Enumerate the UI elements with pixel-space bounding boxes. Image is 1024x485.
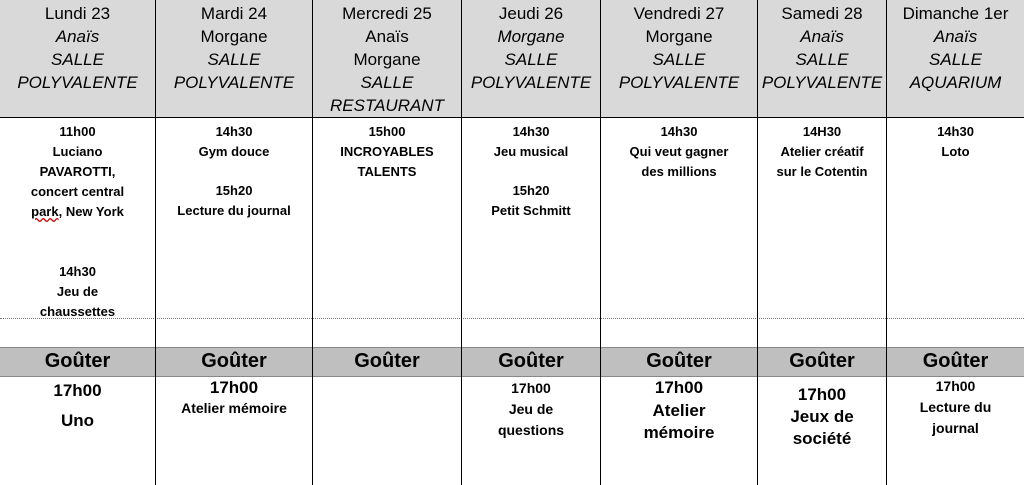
activity-word: , New York — [58, 204, 124, 219]
day-header — [887, 0, 1024, 118]
staff-name: Anaïs — [933, 27, 978, 46]
column-vendredi — [601, 0, 758, 485]
room-label: SALLE — [207, 50, 261, 69]
evening-activity — [758, 384, 886, 450]
activity-time: 11h00 — [59, 124, 96, 139]
evening-activity — [601, 378, 757, 444]
day-title: Vendredi 27 — [633, 4, 725, 23]
evening-activity — [156, 378, 312, 419]
evening-line: Lecture du — [919, 399, 992, 415]
room-name: POLYVALENTE — [761, 73, 883, 92]
day-header — [0, 0, 155, 118]
gouter-label: Goûter — [789, 350, 855, 372]
column-dimanche — [887, 0, 1024, 485]
activity-time: 14h30 — [937, 124, 974, 139]
activity-line: Jeu musical — [493, 144, 569, 159]
staff-name: Anaïs — [800, 27, 844, 46]
room-label: SALLE — [360, 73, 414, 92]
evening-activity — [887, 376, 1024, 439]
activity-word: park — [31, 204, 59, 219]
activities — [601, 122, 757, 182]
day-header — [313, 0, 461, 118]
activity-line: Petit Schmitt — [491, 203, 571, 218]
activity-line: Jeu de — [56, 284, 99, 299]
activities — [887, 122, 1024, 162]
activity-time: 15h20 — [512, 183, 550, 198]
column-samedi — [758, 0, 887, 485]
activity-line: des millions — [641, 164, 717, 179]
gouter-label: Goûter — [922, 350, 989, 372]
evening-time: 17h00 — [53, 381, 102, 400]
evening-activity — [462, 378, 600, 441]
evening-time: 17h00 — [511, 380, 551, 396]
activity-time: 14h30 — [512, 124, 550, 139]
room-name: AQUARIUM — [909, 73, 1002, 92]
gouter-label: Goûter — [44, 350, 111, 372]
day-title: Mardi 24 — [200, 4, 268, 23]
room-name: RESTAURANT — [330, 96, 444, 115]
evening-line: Atelier mémoire — [181, 400, 287, 416]
activity-line: Luciano — [52, 144, 103, 159]
room-label: SALLE — [795, 50, 849, 69]
staff-name: Morgane — [497, 27, 565, 46]
activity-time: 14h30 — [660, 124, 698, 139]
activities — [313, 122, 461, 182]
evening-line: Atelier — [652, 401, 706, 420]
activity-line: chaussettes — [39, 304, 116, 319]
activity-line: concert central — [30, 184, 125, 199]
room-name: POLYVALENTE — [173, 73, 295, 92]
gouter-label: Goûter — [498, 350, 564, 372]
column-mercredi — [313, 0, 462, 485]
evening-line: Jeu de — [508, 401, 554, 417]
evening-time: 17h00 — [209, 378, 259, 397]
evening-line: société — [792, 429, 852, 448]
activities — [0, 122, 155, 322]
evening-line: Uno — [60, 411, 95, 430]
activities — [156, 122, 312, 221]
activity-line: Gym douce — [198, 144, 270, 159]
evening-activity — [0, 378, 155, 434]
staff-name: Morgane — [200, 27, 268, 46]
evening-time: 17h00 — [935, 378, 976, 394]
day-title: Dimanche 1er — [902, 4, 1009, 23]
activity-line: Qui veut gagner — [629, 144, 729, 159]
day-title: Samedi 28 — [781, 4, 863, 23]
activity-line: Loto — [941, 144, 970, 159]
room-label: SALLE — [504, 50, 558, 69]
day-header — [156, 0, 312, 118]
evening-time: 17h00 — [654, 378, 704, 397]
room-name: POLYVALENTE — [17, 73, 138, 92]
activity-line: Lecture du journal — [177, 203, 291, 218]
activities — [758, 122, 886, 182]
activity-time: 14h30 — [215, 124, 253, 139]
activity-line: TALENTS — [357, 164, 417, 179]
activity-time: 14H30 — [802, 124, 842, 139]
evening-line: questions — [497, 422, 565, 438]
activity-line: Atelier créatif — [780, 144, 864, 159]
day-title: Lundi 23 — [44, 4, 111, 23]
staff-name: Anaïs — [365, 27, 409, 46]
activity-line — [0, 202, 155, 222]
activity-line: sur le Cotentin — [776, 164, 868, 179]
day-title: Mercredi 25 — [342, 4, 432, 23]
activity-time: 14h30 — [59, 264, 96, 279]
gouter-label: Goûter — [201, 350, 267, 372]
activities — [462, 122, 600, 221]
staff-name: Anaïs — [55, 27, 100, 46]
room-label: SALLE — [929, 50, 982, 69]
evening-line: mémoire — [643, 423, 715, 442]
day-header — [758, 0, 886, 118]
gouter-label: Goûter — [646, 350, 712, 372]
room-name: POLYVALENTE — [470, 73, 592, 92]
day-header — [462, 0, 600, 118]
staff-name: Morgane — [353, 50, 421, 69]
activity-time: 15h00 — [368, 124, 406, 139]
evening-line: journal — [932, 420, 979, 436]
activity-line: PAVAROTTI, — [39, 164, 116, 179]
room-name: POLYVALENTE — [618, 73, 740, 92]
activity-time: 15h20 — [215, 183, 253, 198]
room-label: SALLE — [652, 50, 706, 69]
day-header — [601, 0, 757, 118]
column-jeudi — [462, 0, 601, 485]
activity-line: INCROYABLES — [340, 144, 434, 159]
staff-name: Morgane — [645, 27, 713, 46]
day-title: Jeudi 26 — [498, 4, 564, 23]
evening-line: Jeux de — [790, 407, 854, 426]
evening-time: 17h00 — [797, 385, 847, 404]
column-mardi — [156, 0, 313, 485]
gouter-label: Goûter — [354, 350, 420, 372]
column-lundi — [0, 0, 156, 485]
room-label: SALLE — [51, 50, 104, 69]
